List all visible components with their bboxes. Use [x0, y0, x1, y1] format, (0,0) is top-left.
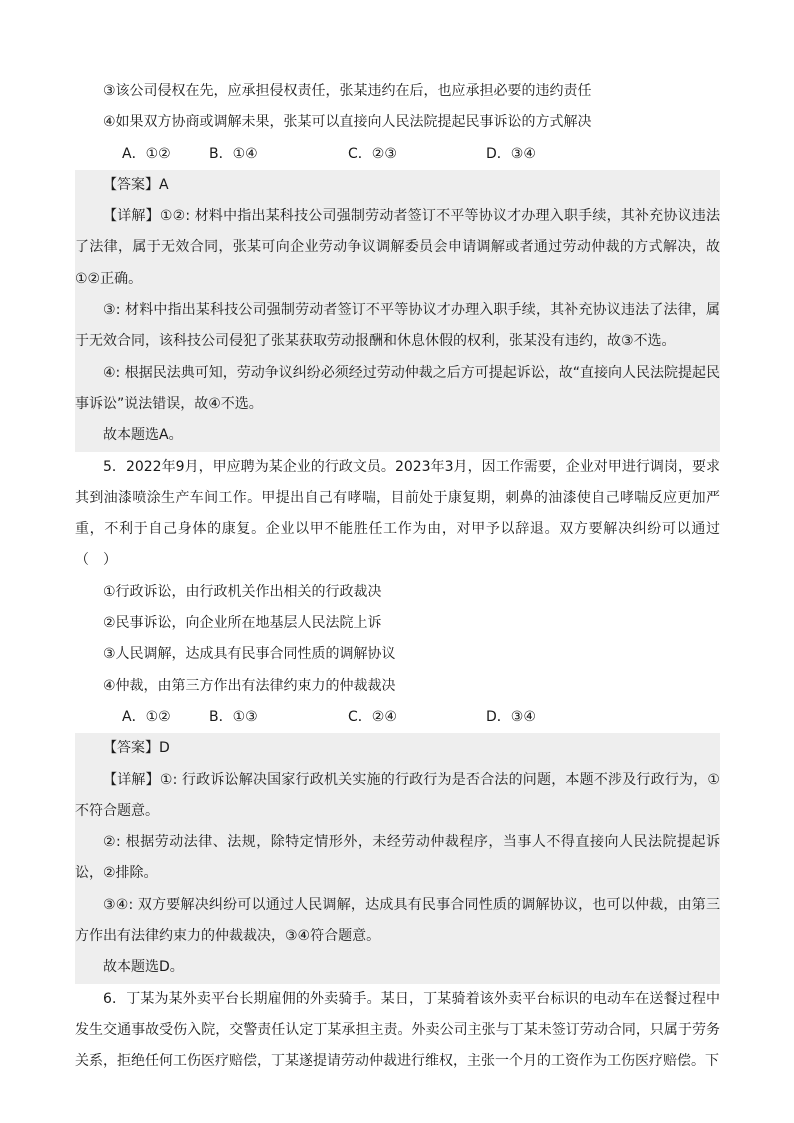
- q4-detail-2: ③: 材料中指出某科技公司强制劳动者签订不平等协议才办理入职手续，其补充协议违法了法律，属于无效合同，该科技公司侵犯了张某获取劳动报酬和休息休假的权利，张某没有违约，故③不选。: [75, 302, 720, 350]
- q4-item-4: ④如果双方协商或调解未果，张某可以直接向人民法院提起民事诉讼的方式解决: [103, 114, 592, 131]
- q4-options: [75, 139, 720, 170]
- answer-value: D: [159, 740, 170, 757]
- q5-option-d: D．③④: [486, 708, 536, 725]
- q5-detail-3: ③④: 双方要解决纠纷可以通过人民调解，达成具有民事合同性质的调解协议，也可以仲裁，由第三方作出有法律约束力的仲裁裁决，③④符合题意。: [75, 896, 720, 945]
- q5-option-c: C．②④: [348, 708, 397, 725]
- detail-label: 【详解】: [103, 208, 160, 225]
- q4-detail-1-text: ①②: 材料中指出某科技公司强制劳动者签订不平等协议才办理入职手续，其补充协议违法了法律，属于无效合同，张某可向企业劳动争议调解委员会申请调解或者通过劳动仲裁的方式解决，故①②正确。: [75, 208, 720, 287]
- document-content: [75, 76, 720, 1078]
- detail-label: 【详解】: [103, 771, 160, 788]
- q5-stem: 5．2022年9月，甲应聘为某企业的行政文员。2023年3月，因工作需要，企业对甲进行调岗，要求其到油漆喷涂生产车间工作。甲提出自己有哮喘，目前处于康复期，刺鼻的油漆使自己哮喘反应更加严重，不利于自己身体的康复。企业以甲不能胜任工作为由，对甲予以辞退。双方要解决纠纷可以通过（ ）: [75, 458, 720, 569]
- q5-option-b: B．①③: [209, 708, 258, 725]
- q4-item-3: ③该公司侵权在先，应承担侵权责任，张某违约在后，也应承担必要的违约责任: [103, 83, 592, 99]
- q6-stem: 6．丁某为某外卖平台长期雇佣的外卖骑手。某日，丁某骑着该外卖平台标识的电动车在送餐过程中发生交通事故受伤入院，交警责任认定丁某承担主责。外卖公司主张与丁某未签订劳动合同，只属于劳务关系，拒绝任何工伤医疗赔偿，丁某遂提请劳动仲裁进行维权，主张一个月的工资作为工伤医疗赔偿。下: [75, 990, 720, 1070]
- q5-option-a: A．①②: [122, 708, 171, 725]
- q4-option-b: B．①④: [209, 145, 258, 162]
- q5-item-3: ③人民调解，达成具有民事合同性质的调解协议: [103, 646, 396, 663]
- q4-answer: [75, 170, 720, 201]
- q4-option-a: A．①②: [122, 145, 171, 162]
- q5-detail-1-text: ①: 行政诉讼解决国家行政机关实施的行政行为是否合法的问题，本题不涉及行政行为，①不符合题意。: [75, 771, 720, 819]
- answer-value: A: [159, 176, 169, 193]
- q5-conclusion: 故本题选D。: [103, 959, 184, 976]
- q5-item-1: ①行政诉讼，由行政机关作出相关的行政裁决: [103, 583, 382, 600]
- q4-detail-1: [75, 201, 720, 295]
- q5-item-4: ④仲裁，由第三方作出有法律约束力的仲裁裁决: [103, 677, 396, 694]
- q5-answer-block: [75, 733, 720, 983]
- q4-conclusion: 故本题选A。: [103, 427, 183, 444]
- q5-item-2: ②民事诉讼，向企业所在地基层人民法院上诉: [103, 615, 382, 632]
- q5-options: [75, 702, 720, 733]
- answer-label: 【答案】: [103, 740, 159, 757]
- q5-detail-1: [75, 765, 720, 828]
- q4-option-c: C．②③: [348, 145, 397, 162]
- q4-option-d: D．③④: [486, 145, 536, 162]
- q5-detail-2: ②: 根据劳动法律、法规，除特定情形外，未经劳动仲裁程序，当事人不得直接向人民法院提起诉讼，②排除。: [75, 834, 720, 882]
- q4-detail-3: ④: 根据民法典可知，劳动争议纠纷必须经过劳动仲裁之后方可提起诉讼，故“直接向人民法院提起民事诉讼”说法错误，故④不选。: [75, 364, 720, 412]
- q4-answer-block: [75, 170, 720, 452]
- answer-label: 【答案】: [103, 176, 159, 193]
- q5-answer: [75, 733, 720, 764]
